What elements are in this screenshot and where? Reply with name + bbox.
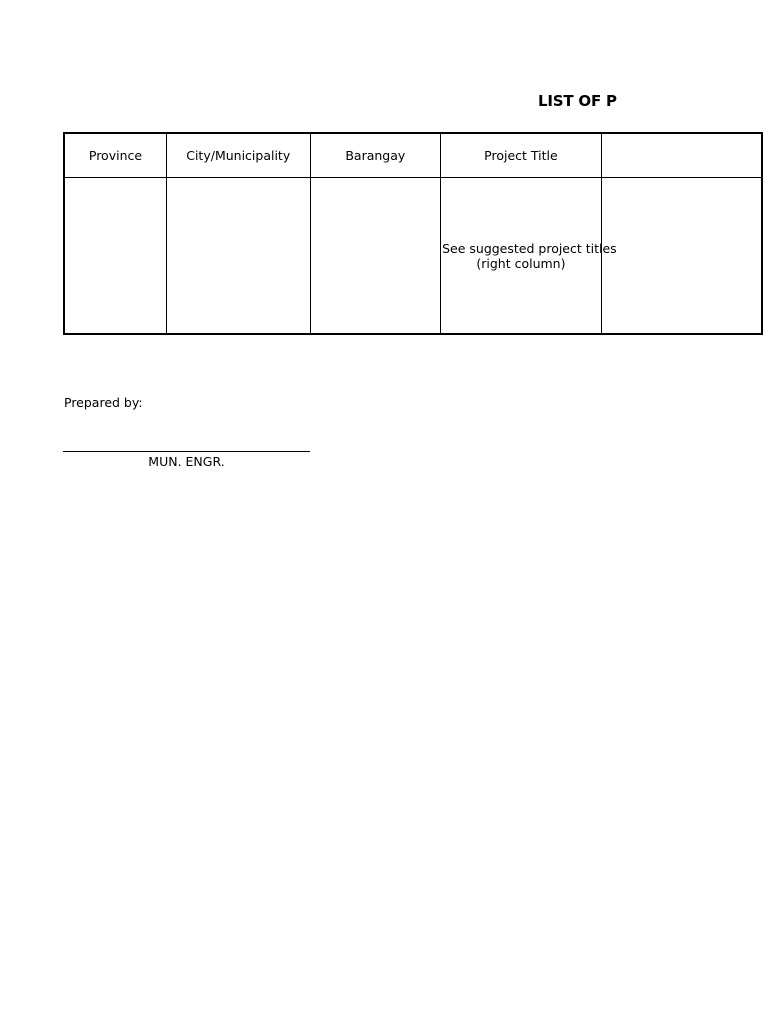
column-header-project-title: Project Title <box>441 133 602 178</box>
table-header-row <box>64 133 762 178</box>
document-title: LIST OF P <box>538 92 617 110</box>
column-header-city-municipality: City/Municipality <box>166 133 310 178</box>
project-list-table <box>63 132 763 335</box>
project-title-note-line1: See suggested project titles <box>442 240 617 256</box>
cell-project-title <box>441 178 617 335</box>
signature-line <box>63 451 310 452</box>
cell-province <box>64 178 166 335</box>
column-header-cut-off <box>601 133 762 178</box>
cell-city-municipality <box>166 178 310 335</box>
column-header-barangay: Barangay <box>310 133 441 178</box>
prepared-by-label: Prepared by: <box>64 395 143 410</box>
cell-barangay <box>310 178 441 335</box>
signatory-title: MUN. ENGR. <box>148 454 225 469</box>
table-row <box>64 178 762 335</box>
column-header-province: Province <box>64 133 166 178</box>
cell-cut-off <box>601 178 762 335</box>
project-title-note-line2: (right column) <box>476 255 566 271</box>
